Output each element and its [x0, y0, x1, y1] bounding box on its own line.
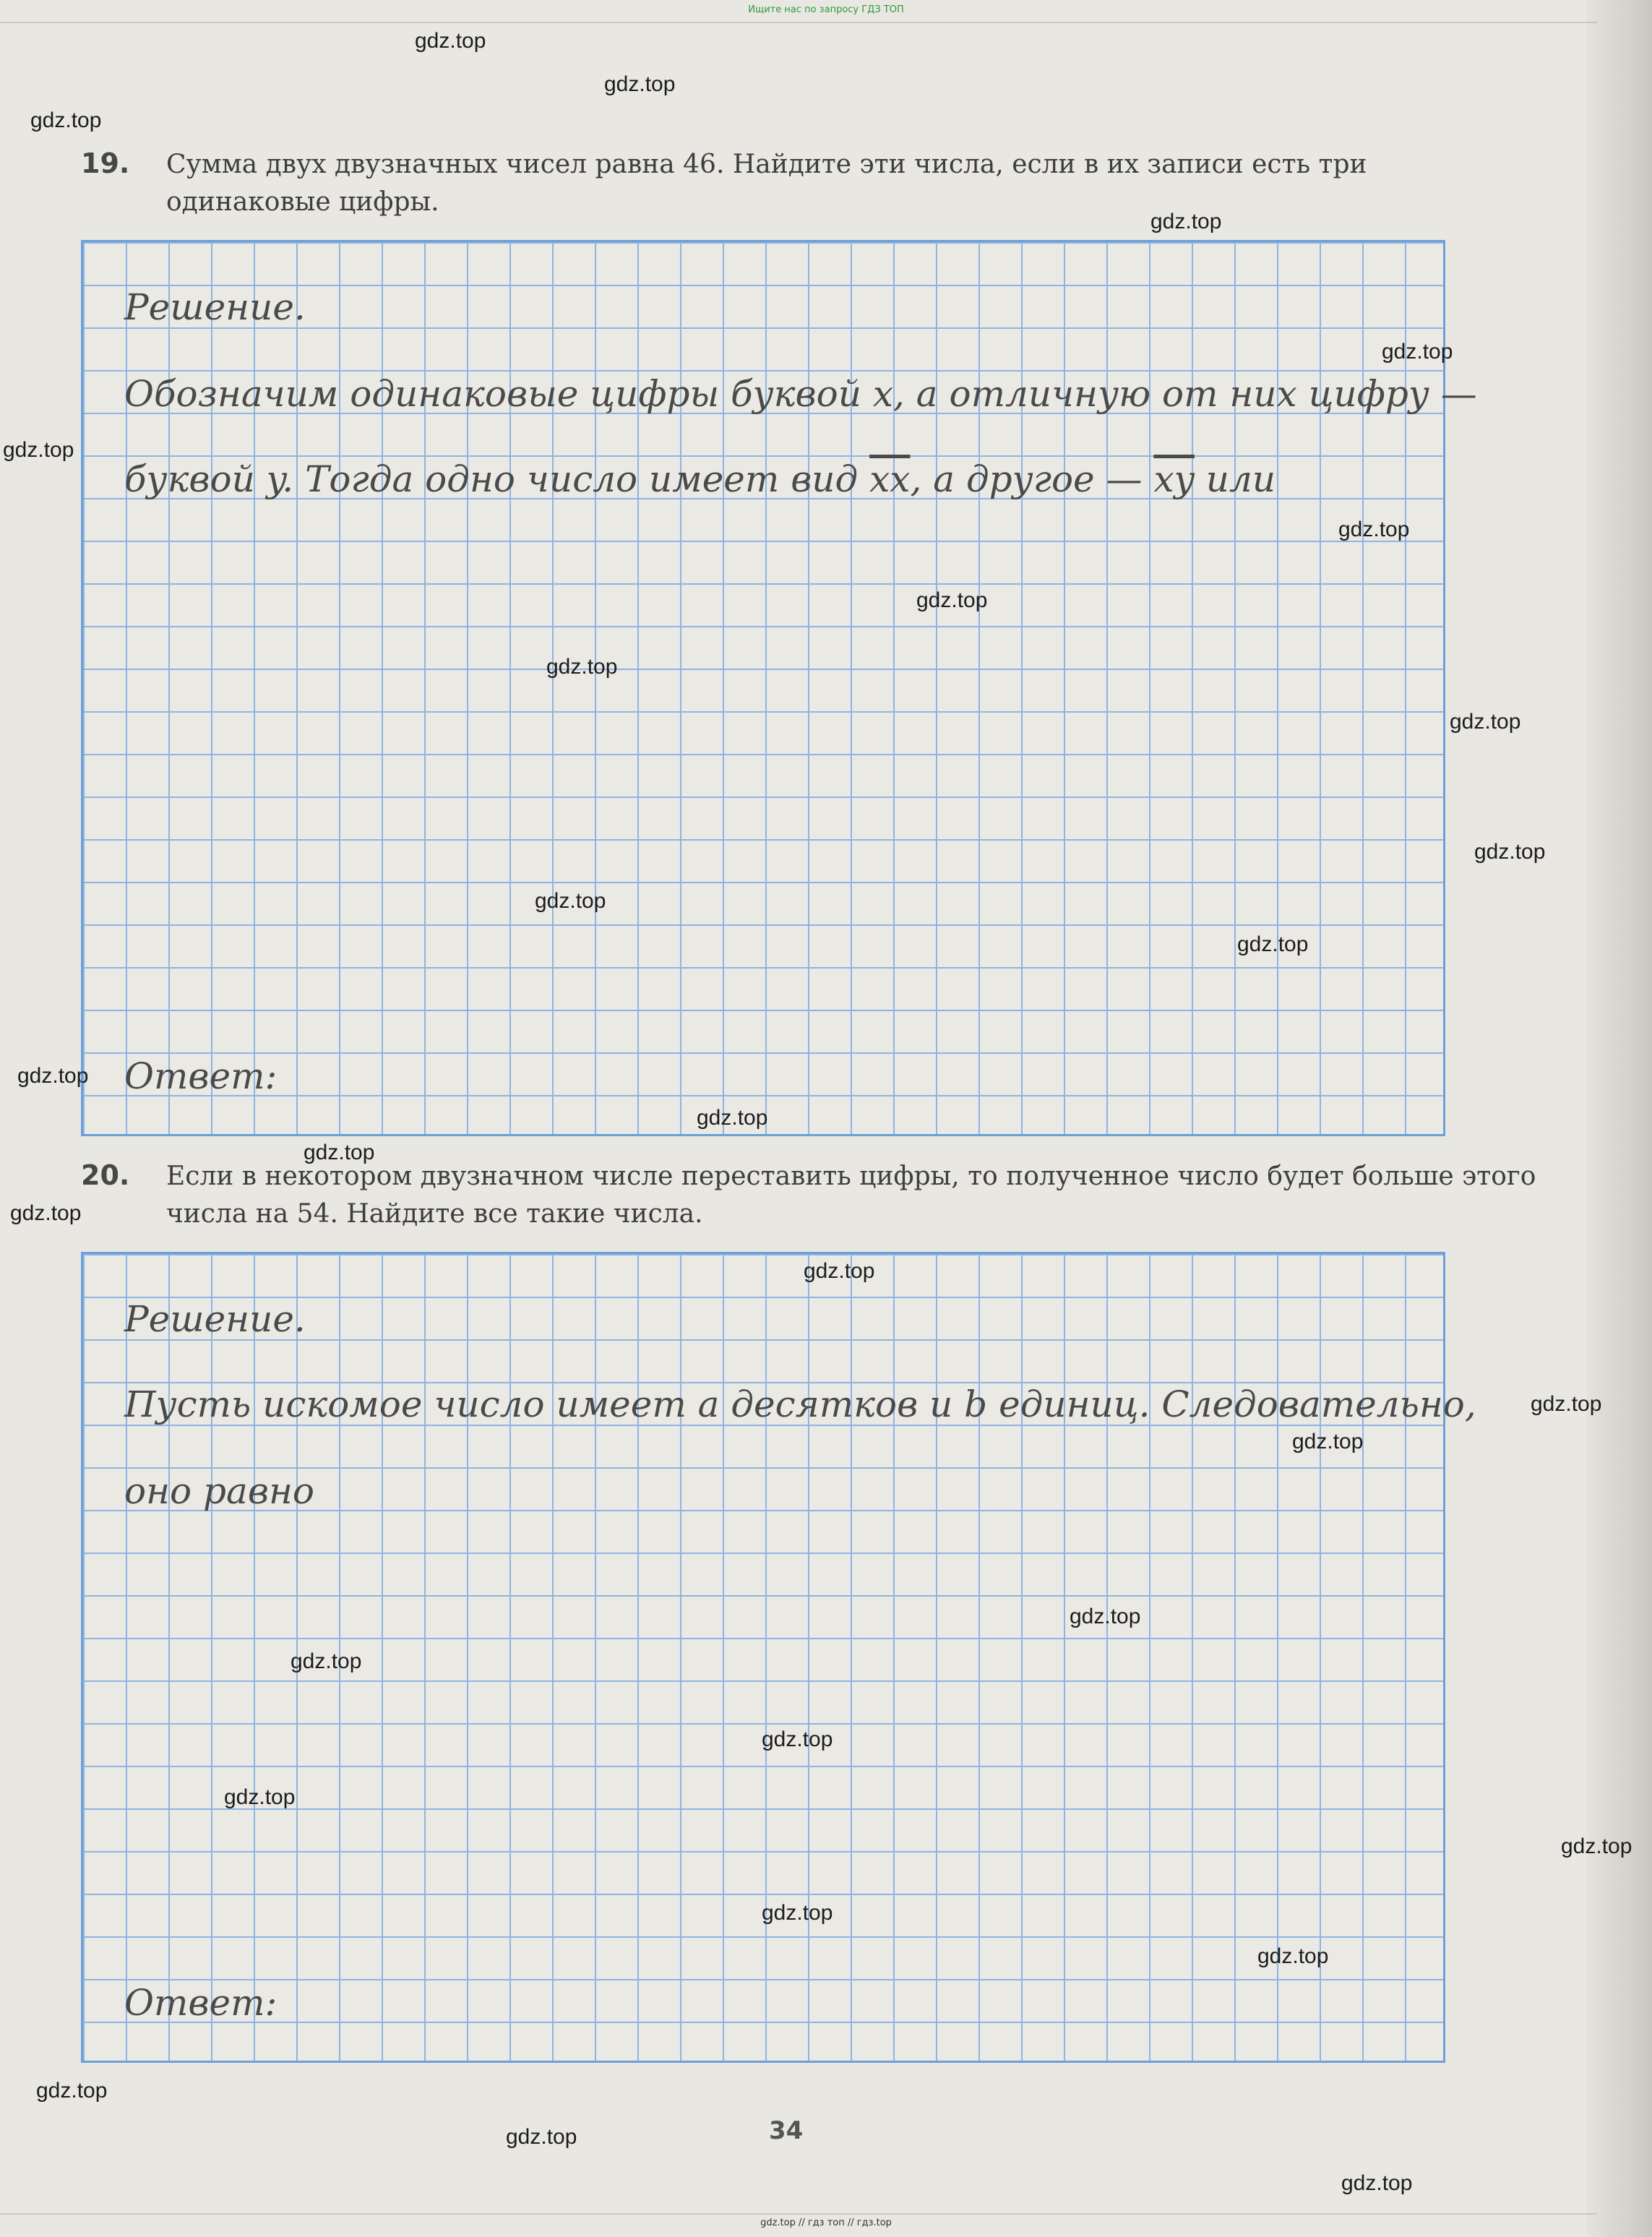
task-19-answer-label: Ответ: — [124, 1055, 278, 1097]
task-20-solution-line-2: оно равно — [124, 1470, 314, 1512]
watermark: gdz.top — [224, 1785, 296, 1809]
task-19-solution-label: Решение. — [124, 286, 306, 328]
watermark: gdz.top — [1150, 210, 1222, 233]
watermark: gdz.top — [3, 438, 74, 462]
task-20-text: Если в некотором двузначном числе переставить цифры, то полученное число будет больше этого числа на 54. Найдите все такие числа. — [166, 1162, 1536, 1229]
task-19-line-2-part-b: , а другое — — [910, 458, 1154, 500]
watermark: gdz.top — [604, 72, 676, 96]
task-19-solution-line-2 — [124, 458, 1275, 500]
task-19-text: Сумма двух двузначных чисел равна 46. Найдите эти числа, если в их записи есть три одинаковые цифры. — [166, 150, 1367, 217]
task-20-number: 20. — [81, 1159, 130, 1191]
watermark: gdz.top — [304, 1141, 375, 1164]
task-19-number: 19. — [81, 147, 130, 179]
task-20-answer-label: Ответ: — [124, 1982, 278, 2024]
watermark: gdz.top — [36, 2079, 108, 2103]
watermark: gdz.top — [762, 1901, 833, 1925]
task-19-line-2-part-c: или — [1194, 458, 1276, 500]
watermark: gdz.top — [506, 2125, 577, 2149]
watermark: gdz.top — [1341, 2171, 1413, 2195]
watermark: gdz.top — [30, 108, 102, 132]
watermark: gdz.top — [916, 588, 988, 612]
watermark: gdz.top — [1237, 932, 1309, 956]
watermark: gdz.top — [1382, 340, 1453, 364]
header-note: Ищите нас по запросу ГДЗ ТОП — [748, 4, 904, 15]
watermark: gdz.top — [762, 1727, 833, 1751]
page-number: 34 — [769, 2116, 804, 2145]
watermark: gdz.top — [1292, 1430, 1364, 1454]
watermark: gdz.top — [291, 1649, 362, 1673]
watermark: gdz.top — [535, 889, 606, 913]
task-19-overline-xx: $\overline{xx}$ — [869, 458, 911, 500]
watermark: gdz.top — [1070, 1605, 1141, 1628]
task-20-solution-label: Решение. — [124, 1298, 306, 1340]
watermark: gdz.top — [1257, 1944, 1329, 1968]
task-19-overline-xy: $\overline{xy}$ — [1153, 458, 1195, 500]
watermark: gdz.top — [17, 1064, 89, 1088]
page-edge-shadow — [1587, 0, 1652, 2237]
watermark: gdz.top — [1338, 518, 1410, 541]
task-20-grid[interactable] — [81, 1252, 1445, 2063]
header-divider — [0, 22, 1597, 23]
watermark: gdz.top — [1474, 840, 1546, 864]
watermark: gdz.top — [804, 1259, 875, 1283]
watermark: gdz.top — [1450, 710, 1521, 734]
watermark: gdz.top — [546, 655, 618, 679]
watermark: gdz.top — [1531, 1392, 1602, 1416]
task-19-line-2-part-a: буквой y. Тогда одно число имеет вид — [124, 458, 870, 500]
task-19-solution-line-1: Обозначим одинаковые цифры буквой x, а отличную от них цифру — — [124, 373, 1477, 415]
watermark: gdz.top — [415, 29, 486, 53]
footer-divider — [0, 2213, 1597, 2215]
watermark: gdz.top — [10, 1201, 82, 1225]
watermark: gdz.top — [697, 1106, 768, 1130]
watermark: gdz.top — [1561, 1834, 1632, 1858]
footer-note: gdz.top // гдз топ // гдз.top — [760, 2217, 892, 2228]
task-20-solution-line-1: Пусть искомое число имеет a десятков и b единиц. Следовательно, — [124, 1383, 1476, 1425]
